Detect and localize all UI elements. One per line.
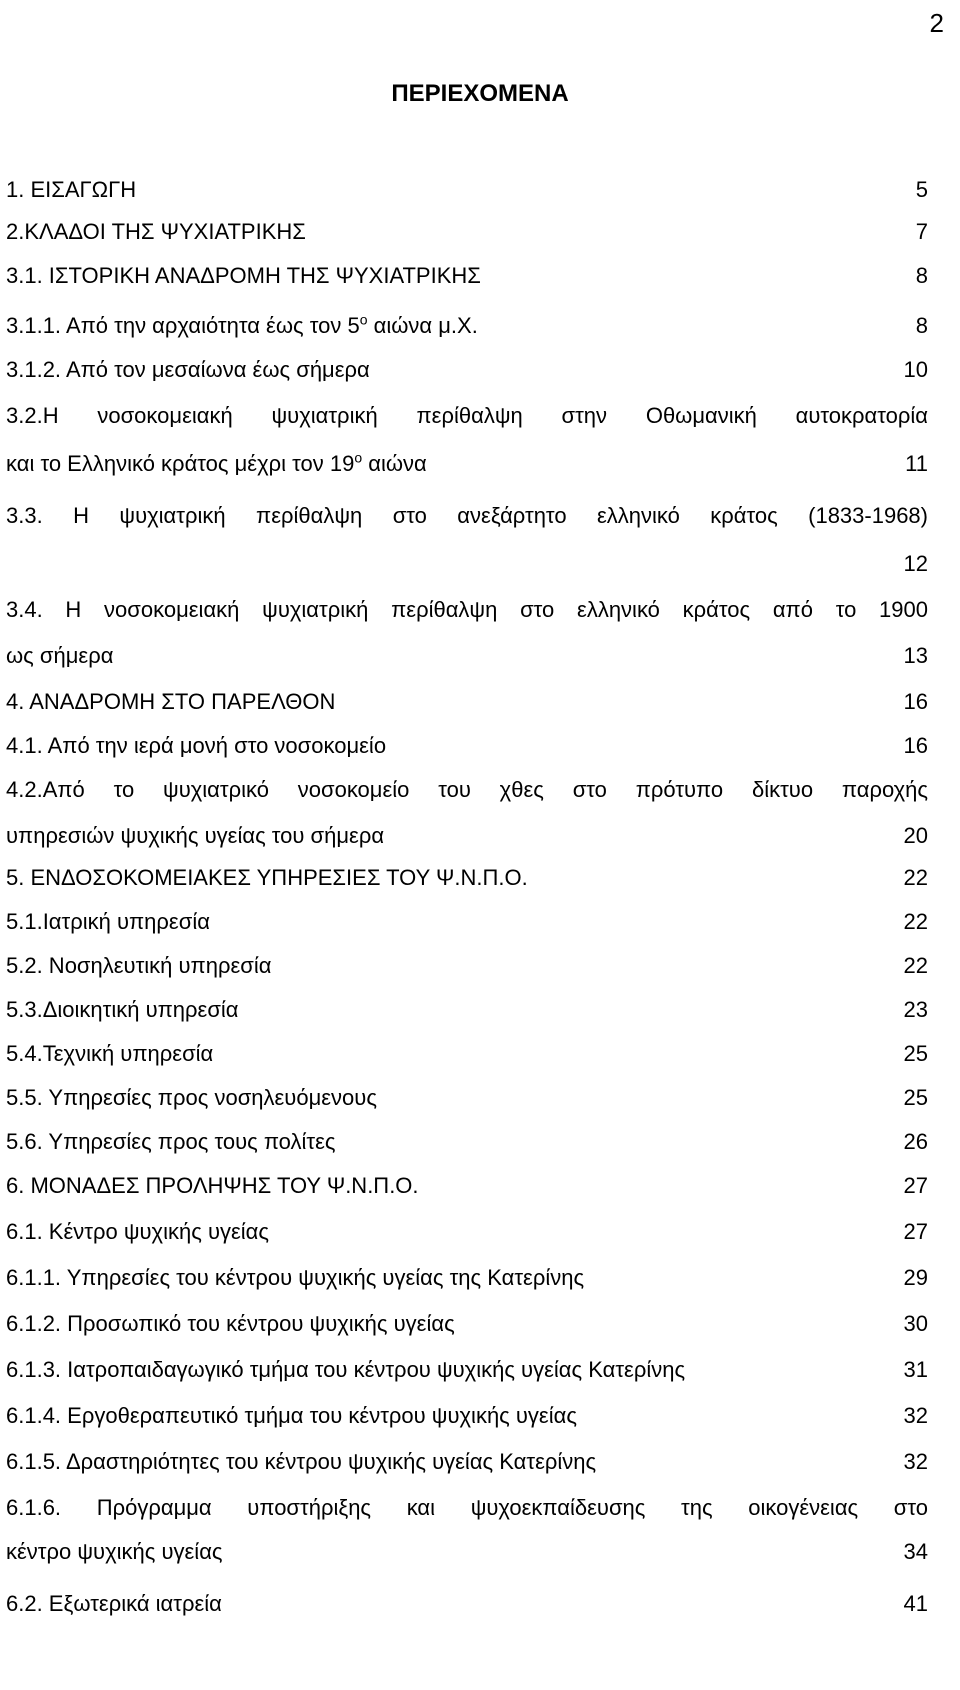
toc-entry — [6, 996, 928, 1024]
toc-entry-title: 5.3.Διοικητική υπηρεσία — [6, 997, 239, 1022]
toc-entry — [6, 732, 928, 760]
toc-entry-title-part: και το Ελληνικό κράτος μέχρι τον 19 — [6, 451, 355, 476]
toc-entry — [6, 1128, 928, 1156]
toc-entry — [6, 864, 928, 892]
toc-entry-page: 32 — [903, 1403, 928, 1428]
toc-entry-title: 6.1.2. Προσωπικό του κέντρου ψυχικής υγείας — [6, 1311, 455, 1336]
toc-entry-page: 16 — [903, 689, 928, 714]
toc-entry — [6, 1084, 928, 1112]
toc-entry-page: 41 — [903, 1591, 928, 1616]
toc-entry — [6, 1172, 928, 1200]
toc-entry-title: 4. ΑΝΑΔΡΟΜΗ ΣΤΟ ΠΑΡΕΛΘΟΝ — [6, 689, 336, 714]
toc-entry-page: 32 — [903, 1449, 928, 1474]
toc-entry-page: 22 — [903, 953, 928, 978]
toc-entry-title: 1. ΕΙΣΑΓΩΓΗ — [6, 177, 137, 202]
toc-entry — [6, 1402, 928, 1430]
superscript: ο — [359, 311, 368, 328]
page-number: 2 — [929, 8, 944, 38]
superscript: ο — [354, 449, 363, 466]
toc-entry-title: 6.2. Εξωτερικά ιατρεία — [6, 1591, 222, 1616]
toc-entry-title — [6, 312, 478, 340]
toc-entry — [6, 952, 928, 980]
toc-entry — [6, 1040, 928, 1068]
toc-entry-title: 6. ΜΟΝΑΔΕΣ ΠΡΟΛΗΨΗΣ ΤΟΥ Ψ.Ν.Π.Ο. — [6, 1173, 419, 1198]
toc-entry-title-line2: υπηρεσιών ψυχικής υγείας του σήμερα — [6, 823, 385, 848]
toc-entry-title: 3.1. ΙΣΤΟΡΙΚΗ ΑΝΑΔΡΟΜΗ ΤΗΣ ΨΥΧΙΑΤΡΙΚΗΣ — [6, 263, 481, 288]
toc-entry-title-line2: ως σήμερα — [6, 643, 114, 668]
toc-entry-page: 23 — [903, 997, 928, 1022]
toc-entry — [6, 502, 928, 578]
toc-entry-title: 6.1.4. Εργοθεραπευτικό τμήμα του κέντρου ψυχικής υγείας — [6, 1403, 577, 1428]
toc-entry-page: 27 — [903, 1219, 928, 1244]
toc-entry-title: 4.1. Από την ιερά μονή στο νοσοκομείο — [6, 733, 387, 758]
toc-entry-page: 16 — [903, 733, 928, 758]
toc-entry-page: 10 — [903, 357, 928, 382]
toc-entry-title-line2 — [6, 450, 427, 478]
toc-entry-page: 27 — [903, 1173, 928, 1198]
toc-entry — [6, 1356, 928, 1384]
toc-entry — [6, 1448, 928, 1476]
toc-entry-page: 30 — [903, 1311, 928, 1336]
toc-entry-page: 5 — [915, 177, 928, 202]
toc-entry-title: 6.1.1. Υπηρεσίες του κέντρου ψυχικής υγείας της Κατερίνης — [6, 1265, 585, 1290]
toc-entry-title: 5. ΕΝΔΟΣΟΚΟΜΕΙΑΚΕΣ ΥΠΗΡΕΣΙΕΣ ΤΟΥ Ψ.Ν.Π.Ο. — [6, 865, 528, 890]
toc-entry-title: 5.5. Υπηρεσίες προς νοσηλευόμενους — [6, 1085, 377, 1110]
toc-entry-title: 5.2. Νοσηλευτική υπηρεσία — [6, 953, 272, 978]
toc-entry-page: 22 — [903, 909, 928, 934]
toc-entry-page: 20 — [903, 823, 928, 848]
toc-entry-title: 3.1.2. Από τον μεσαίωνα έως σήμερα — [6, 357, 370, 382]
toc-entry — [6, 1264, 928, 1292]
toc-entry-title: 6.1.3. Ιατροπαιδαγωγικό τμήμα του κέντρου ψυχικής υγείας Κατερίνης — [6, 1357, 686, 1382]
toc-entry-title-line1: 3.2.Η νοσοκομειακή ψυχιατρική περίθαλψη στην Οθωμανική αυτοκρατορία — [6, 403, 928, 428]
toc-entry-page: 29 — [903, 1265, 928, 1290]
toc-entry-title-part: αιώνα — [362, 451, 427, 476]
toc-entry — [6, 402, 928, 478]
toc-entry — [6, 262, 928, 290]
toc-entry-title-part: 3.1.1. Από την αρχαιότητα έως τον 5 — [6, 313, 360, 338]
toc-entry — [6, 596, 928, 670]
toc-entry — [6, 312, 928, 340]
toc-entry — [6, 776, 928, 850]
toc-entry-page: 34 — [903, 1539, 928, 1564]
toc-entry — [6, 688, 928, 716]
toc-entry-page: 11 — [905, 451, 928, 476]
toc-entry — [6, 908, 928, 936]
toc-entry-title: 5.4.Τεχνική υπηρεσία — [6, 1041, 214, 1066]
toc-entry — [6, 1310, 928, 1338]
toc-entry-page: 22 — [903, 865, 928, 890]
toc-entry — [6, 218, 928, 246]
toc-entry-page: 12 — [903, 551, 928, 576]
toc-entry-page: 31 — [903, 1357, 928, 1382]
toc-entry — [6, 356, 928, 384]
toc-entry-title-line1: 3.3. Η ψυχιατρική περίθαλψη στο ανεξάρτητο ελληνικό κράτος (1833-1968) — [6, 503, 928, 528]
toc-entry-page: 8 — [915, 313, 928, 338]
toc-entry-page: 25 — [903, 1041, 928, 1066]
toc-entry-title: 5.6. Υπηρεσίες προς τους πολίτες — [6, 1129, 336, 1154]
toc-entry-page: 7 — [915, 219, 928, 244]
toc-entry-page: 8 — [915, 263, 928, 288]
toc-entry-title-part: αιώνα μ.Χ. — [367, 313, 478, 338]
toc-entry-page: 13 — [903, 643, 928, 668]
toc-entry — [6, 1218, 928, 1246]
toc-entry — [6, 176, 928, 204]
toc-entry-title: 2.ΚΛΑΔΟΙ ΤΗΣ ΨΥΧΙΑΤΡΙΚΗΣ — [6, 219, 306, 244]
toc-entry-title-line2: κέντρο ψυχικής υγείας — [6, 1539, 223, 1564]
toc-entry-title-line1: 3.4. Η νοσοκομειακή ψυχιατρική περίθαλψη στο ελληνικό κράτος από το 1900 — [6, 597, 928, 622]
toc-entry-title: 6.1.5. Δραστηριότητες του κέντρου ψυχικής υγείας Κατερίνης — [6, 1449, 597, 1474]
toc-entry-title: 5.1.Ιατρική υπηρεσία — [6, 909, 210, 934]
toc-entry-title-line1: 4.2.Από το ψυχιατρικό νοσοκομείο του χθες στο πρότυπο δίκτυο παροχής — [6, 777, 928, 802]
toc-entry-title-line1: 6.1.6. Πρόγραμμα υποστήριξης και ψυχοεκπαίδευσης της οικογένειας στο — [6, 1495, 928, 1520]
toc-entry-title: 6.1. Κέντρο ψυχικής υγείας — [6, 1219, 269, 1244]
toc-entry-page: 25 — [903, 1085, 928, 1110]
toc-entry-page: 26 — [903, 1129, 928, 1154]
page-title: ΠΕΡΙΕΧΟΜΕΝΑ — [391, 80, 569, 107]
